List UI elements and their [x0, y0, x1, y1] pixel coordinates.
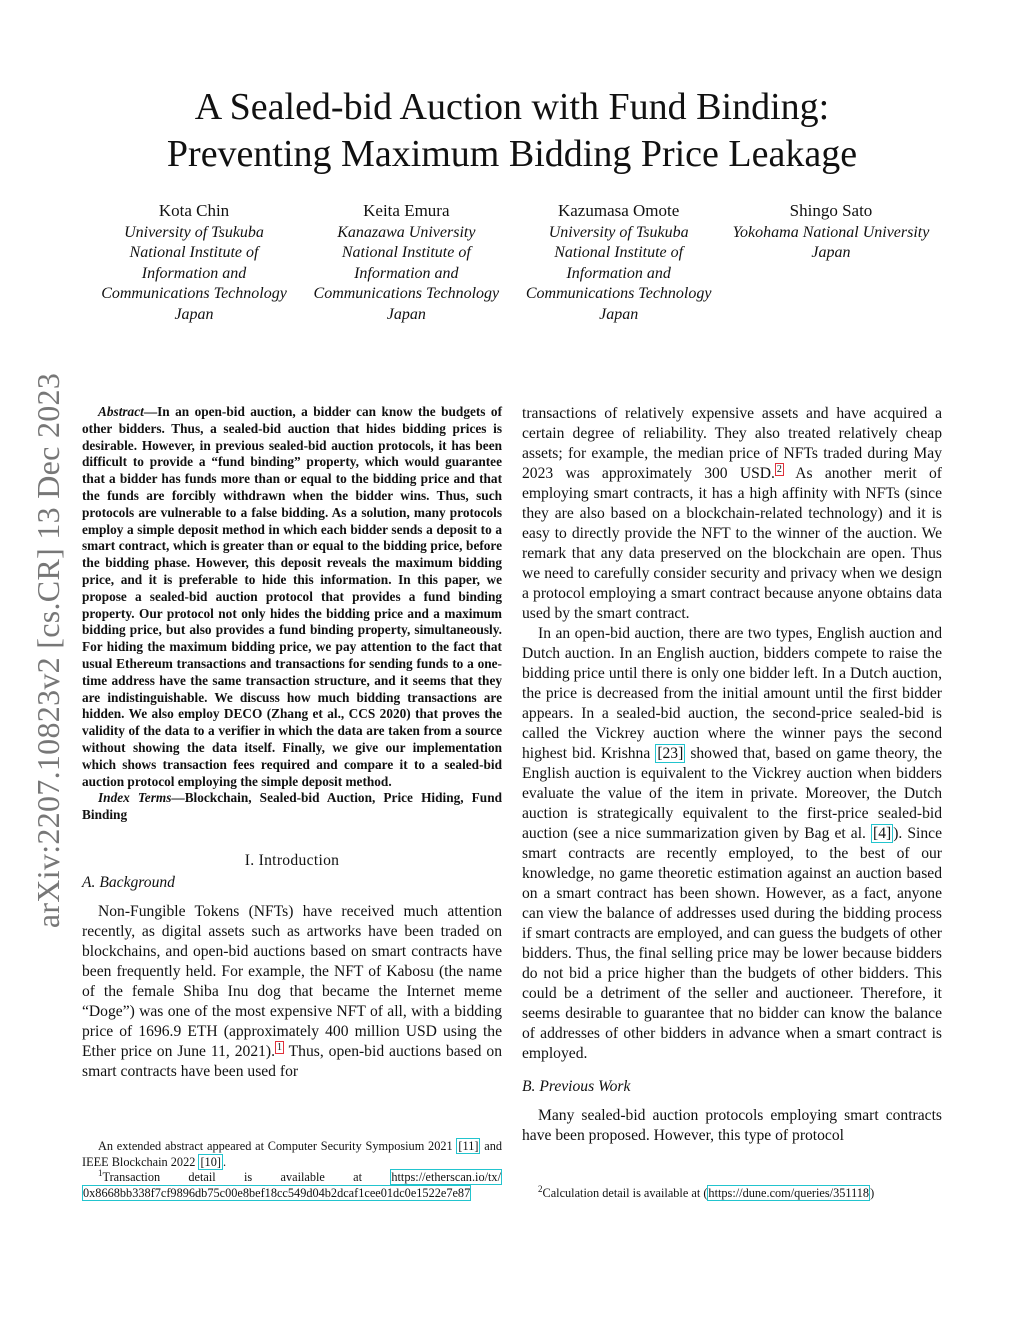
right-column — [522, 404, 942, 1146]
arxiv-identifier: arXiv:2207.10823v2 [cs.CR] 13 Dec 2023 — [30, 372, 67, 928]
footnote-link-1[interactable]: 1 — [277, 1041, 282, 1053]
citation-link-11[interactable]: [11] — [458, 1139, 479, 1153]
footnote-text: ) — [870, 1186, 875, 1200]
footnote-extended-abstract — [82, 1139, 502, 1170]
footnote-1 — [82, 1167, 502, 1201]
footnote-number: 2 — [538, 1183, 543, 1194]
footnote-text: Transaction detail is available at — [102, 1170, 391, 1184]
footnote-text: Calculation detail is available at ( — [542, 1186, 708, 1200]
footnote-2 — [522, 1183, 942, 1202]
author-affiliation: University of Tsukuba National Institute of Information and Communications Technology Japan — [525, 223, 712, 323]
etherscan-link[interactable]: https://etherscan.io/tx/ — [391, 1170, 501, 1184]
paragraph-background-1-continued — [522, 404, 942, 624]
dune-query-link[interactable]: https://dune.com/queries/351118 — [708, 1186, 870, 1200]
paragraph-text: Non-Fungible Tokens (NFTs) have received much attention recently, as digital assets such as artworks have been traded on blockchains, and open-bid auctions based on smart contracts have been frequently held. For example, the NFT of Kabosu (the name of the female Shiba Inu dog that became the Internet meme “Doge”) was one of the most expensive NFT of all, with a bidding price of 1696.9 ETH (approximately 400 million USD using the Ether price on June 11, 2021). — [82, 902, 502, 1060]
subsection-heading-previous-work: B. Previous Work — [522, 1078, 631, 1095]
author-name: Shingo Sato — [789, 201, 873, 220]
paragraph-text: transactions of relatively expensive assets and have acquired a certain degree of reliability. They also treated relatively cheap assets; for example, the median price of NFTs traded during May 2023 was approximately 300 USD. — [522, 405, 942, 482]
paragraph-background-2 — [522, 624, 942, 1064]
author-affiliation: Yokohama National University Japan — [732, 223, 930, 262]
footnote-text: and IEEE Blockchain 2022 — [82, 1139, 502, 1169]
author-list — [90, 201, 935, 326]
author-block-4 — [727, 201, 935, 326]
title-line-2: Preventing Maximum Bidding Price Leakage — [166, 133, 858, 175]
footnote-number: 1 — [98, 1167, 103, 1178]
footnote-link-2[interactable]: 2 — [776, 463, 782, 475]
author-block-2 — [302, 201, 510, 326]
section-heading-introduction: I. Introduction — [244, 851, 340, 869]
citation-link-4[interactable]: [4] — [873, 825, 892, 842]
transaction-hash-link[interactable]: 0x8668bb338f7cf9896db75c00e8bef18cc549d04b2dcaf1cee01dc0e1522e7e87 — [83, 1185, 471, 1200]
abstract-text: —In an open-bid auction, a bidder can know the budgets of other bidders. Thus, a sealed-bid auction that hides bidding prices is desirable. However, in previous sealed-bid auction protocols, it has been difficult to provide a “fund binding” property, which would guarantee that a bidder has funds more than or equal to the bidding price and that the funds are forcibly withdrawn when the bidder wins. Thus, such protocols are vulnerable to a false bidding. As a solution, many protocols employ a simple deposit method in which each bidder sends a deposit to a smart contract, which is greater than or equal to the bidding price, before the bidding phase. However, this deposit reveals the maximum bidding price, and it is preferable to hide this information. In this paper, we propose a sealed-bid auction protocol that provides a fund binding property. Our protocol not only hides the bidding price and a maximum bidding price, but also provides a fund binding property, simultaneously. For hiding the maximum bidding price, we pay attention to the fact that usual Ethereum transactions and transactions for sending funds to a one-time address have the same transaction structure, and it seems that they are indistinguishable. We discuss how much bidding transactions are hidden. We also employ DECO (Zhang et al., CCS 2020) that proves the validity of the data to a verifier in which the data are taken from a source without showing the data itself. Finally, we give our implementation which shows transaction fees required and compare it to a sealed-bid auction protocol employing the simple deposit method. — [82, 404, 502, 789]
footnotes-left — [82, 1139, 502, 1201]
paragraph-background-1 — [82, 902, 502, 1082]
author-affiliation: University of Tsukuba National Institute of Information and Communications Technology Japan — [101, 223, 287, 323]
footnote-text: . — [222, 1154, 227, 1169]
left-column — [82, 404, 502, 1082]
citation-link-10[interactable]: [10] — [200, 1154, 221, 1169]
footnotes-right — [522, 1183, 942, 1202]
paragraph-text: In an open-bid auction, there are two types, English auction and Dutch auction. In an English auction, bidders compete to raise the bidding price until there is only one bidder left. In a Dutch auction, the price is decreased from the initial amount until the first bidder appears. In a sealed-bid auction, the second-price sealed-bid is called the Vickrey auction where the winner pays the second highest bid. Krishna — [522, 625, 942, 762]
citation-link-23[interactable]: [23] — [657, 745, 684, 762]
paragraph-text: ). Since smart contracts are recently employed, to the best of our knowledge, no game theoretic estimation against an auction based on a smart contract has been shown. However, as a fact, anyone can view the balance of addresses used during the bidding process if smart contracts are employed, and can guess the budgets of other bidders. Thus, the final selling price may be lower because bidders do not bid a price higher than the budgets of other bidders. This could be a detriment of the seller and auctioneer. Therefore, it seems desirable to guarantee that no bidder can know the balance of addresses of other bidders in advance when a smart contract is employed. — [522, 825, 942, 1062]
subsection-heading-background: A. Background — [82, 873, 175, 891]
index-terms-label: Index Terms — [98, 790, 172, 806]
author-affiliation: Kanazawa University National Institute of Information and Communications Technology Japan — [313, 223, 500, 323]
author-block-1 — [90, 201, 298, 326]
abstract — [82, 404, 502, 790]
arxiv-identifier-stamp — [28, 350, 70, 950]
paragraph-text: As another merit of employing smart contracts, it has a high affinity with NFTs (since they are also based on a blockchain-related technology) and it is easy to directly provide the NFT to the winner of the auction. We remark that any data preserved on the blockchain are open. Thus we need to carefully consider security and privacy when we design a protocol employing a smart contract because anyone obtains data used by the smart contract. — [522, 465, 942, 622]
index-terms-text: —Blockchain, Sealed-bid Auction, Price Hiding, Fund Binding — [82, 790, 502, 823]
footnote-text: An extended abstract appeared at Computer Security Symposium 2021 — [98, 1139, 457, 1153]
title-line-1: A Sealed-bid Auction with Fund Binding: — [194, 86, 830, 128]
paragraph-text: showed that, based on game theory, the English auction is equivalent to the Vickrey auction when bidders evaluate the value of the item in private. Moreover, the Dutch auction is strategically equivalent to the first-price sealed-bid auction (see a nice summarization given by Bag et al. — [522, 745, 943, 842]
abstract-label: Abstract — [98, 404, 144, 419]
paper-title — [80, 84, 944, 178]
author-name: Kota Chin — [158, 201, 230, 220]
author-name: Kazumasa Omote — [557, 201, 680, 220]
index-terms — [82, 790, 502, 824]
author-name: Keita Emura — [363, 201, 450, 220]
paragraph-previous-work: Many sealed-bid auction protocols employing smart contracts have been proposed. However, this type of protocol — [522, 1107, 942, 1144]
paragraph-text: Thus, open-bid auctions based on smart contracts have been used for — [82, 1042, 502, 1080]
author-block-3 — [515, 201, 723, 326]
